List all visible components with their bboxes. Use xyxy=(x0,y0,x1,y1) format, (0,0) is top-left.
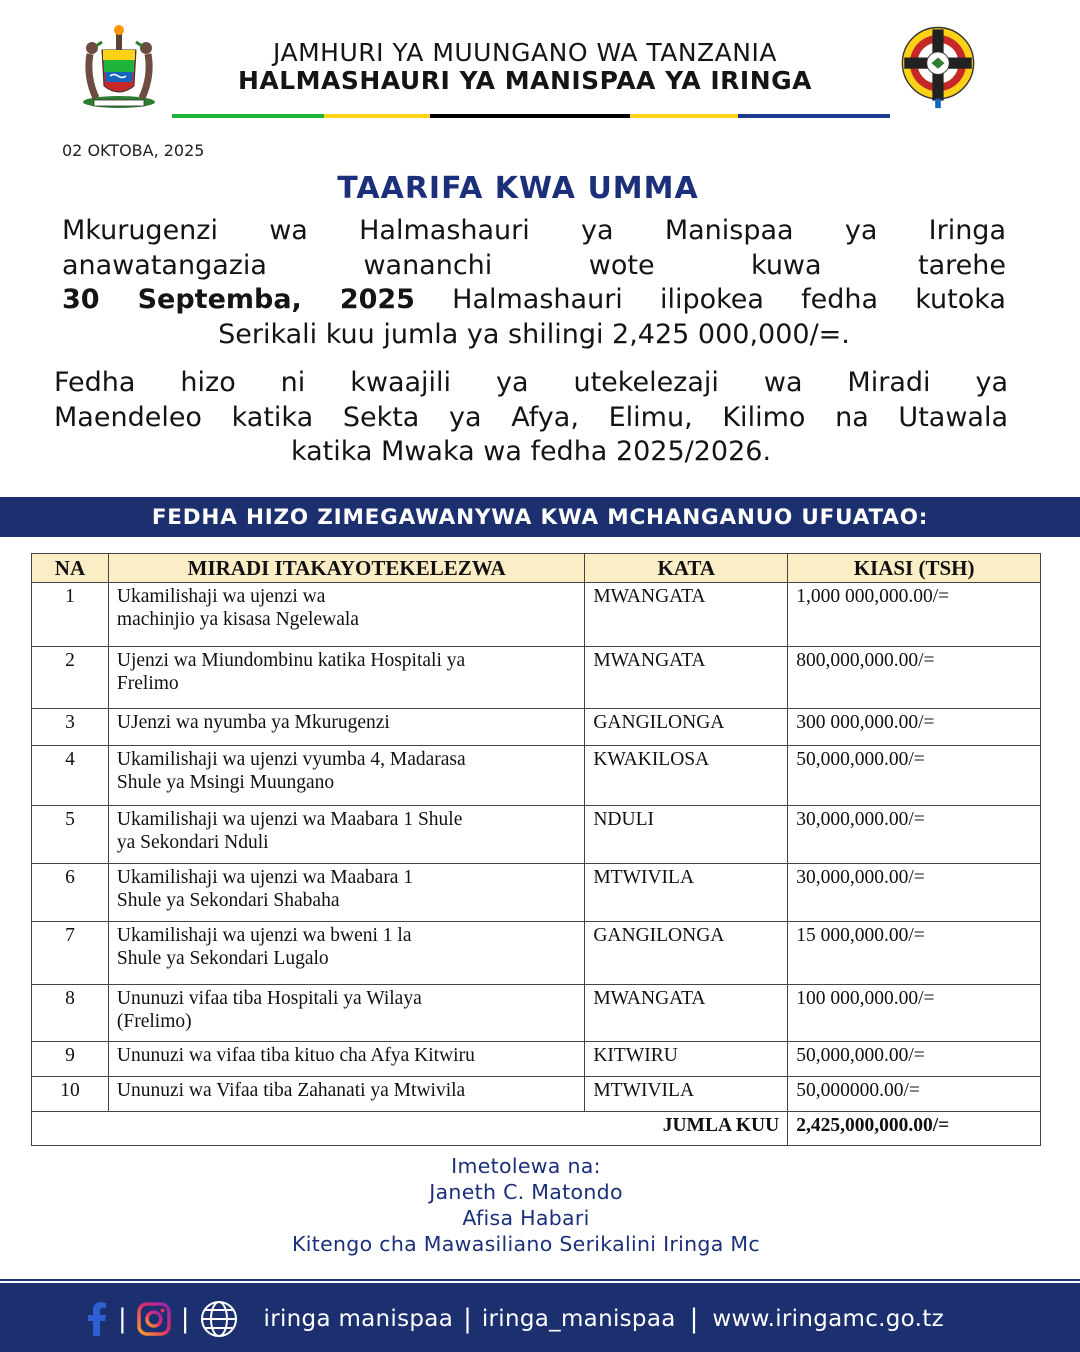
amount-cell: 50,000000.00/= xyxy=(788,1077,1041,1112)
header-council-name: HALMASHAURI YA MANISPAA YA IRINGA xyxy=(237,66,813,95)
announcement-date: 30 Septemba, 2025 xyxy=(62,284,415,315)
row-number: 7 xyxy=(32,922,109,985)
issued-by-label: Imetolewa na: xyxy=(451,1154,601,1178)
paragraph-text: Halmashauri ilipokea fedha kutoka xyxy=(452,284,1006,315)
table-total-row xyxy=(32,1112,1041,1146)
project-cell xyxy=(108,922,584,985)
allocation-table xyxy=(31,553,1041,1146)
amount-cell: 30,000,000.00/= xyxy=(788,806,1041,864)
project-text: machinjio ya kisasa Ngelewala xyxy=(116,609,359,630)
notice-title: TAARIFA KWA UMMA xyxy=(337,171,699,206)
table-row xyxy=(32,1042,1041,1077)
table-row xyxy=(32,864,1041,922)
social-links xyxy=(86,1285,944,1352)
officer-title: Afisa Habari xyxy=(462,1206,590,1230)
paragraph-line: Maendeleo katika Sekta ya Afya, Elimu, Kilimo na Utawala xyxy=(54,401,1008,433)
project-text: ya Sekondari Nduli xyxy=(116,832,269,853)
ward-cell: MWANGATA xyxy=(585,583,788,647)
ward-cell: MWANGATA xyxy=(585,647,788,709)
flag-segment xyxy=(324,114,430,118)
iringa-municipal-logo xyxy=(895,20,981,110)
facebook-handle[interactable]: iringa manispaa xyxy=(263,1305,454,1332)
project-text: Frelimo xyxy=(116,673,179,694)
facebook-icon[interactable] xyxy=(86,1302,108,1336)
row-number: 4 xyxy=(32,746,109,806)
table-header-row xyxy=(32,554,1041,583)
separator: | xyxy=(180,1303,190,1334)
project-text: Ukamilishaji wa ujenzi vyumba 4, Madarasa xyxy=(116,749,466,770)
footer-bar xyxy=(0,1283,1080,1352)
amount-cell: 50,000,000.00/= xyxy=(788,746,1041,806)
ward-cell: MTWIVILA xyxy=(585,1077,788,1112)
row-number: 9 xyxy=(32,1042,109,1077)
instagram-handle[interactable]: iringa_manispaa xyxy=(481,1305,676,1332)
ward-cell: NDULI xyxy=(585,806,788,864)
project-cell xyxy=(108,864,584,922)
row-number: 3 xyxy=(32,709,109,746)
project-text: Ukamilishaji wa ujenzi wa xyxy=(116,586,326,607)
amount-cell: 30,000,000.00/= xyxy=(788,864,1041,922)
project-cell xyxy=(108,1077,584,1112)
intro-paragraph xyxy=(62,214,1006,352)
header-ward: KATA xyxy=(585,554,788,583)
project-text: Ununuzi wa Vifaa tiba Zahanati ya Mtwivila xyxy=(116,1080,466,1101)
row-number: 10 xyxy=(32,1077,109,1112)
paragraph-line: Mkurugenzi wa Halmashauri ya Manispaa ya Iringa xyxy=(62,215,1006,246)
project-text: Shule ya Msingi Muungano xyxy=(116,772,335,793)
table-row xyxy=(32,1077,1041,1112)
project-text: Shule ya Sekondari Shabaha xyxy=(116,890,340,911)
project-text: Ununuzi vifaa tiba Hospitali ya Wilaya xyxy=(116,988,422,1009)
project-text: Ukamilishaji wa ujenzi wa bweni 1 la xyxy=(116,925,412,946)
row-number: 1 xyxy=(32,583,109,647)
amount-cell: 1,000 000,000.00/= xyxy=(788,583,1041,647)
project-cell xyxy=(108,647,584,709)
project-text: UJenzi wa nyumba ya Mkurugenzi xyxy=(116,712,390,733)
purpose-paragraph xyxy=(54,366,1008,470)
ward-cell: MTWIVILA xyxy=(585,864,788,922)
instagram-icon[interactable] xyxy=(137,1302,171,1336)
officer-name: Janeth C. Matondo xyxy=(429,1180,623,1204)
header-na: NA xyxy=(32,554,109,583)
flag-segment xyxy=(172,114,324,118)
project-text: Ukamilishaji wa ujenzi wa Maabara 1 Shule xyxy=(116,809,463,830)
project-cell xyxy=(108,806,584,864)
notice-date: 02 OKTOBA, 2025 xyxy=(62,141,205,160)
amount-cell: 15 000,000.00/= xyxy=(788,922,1041,985)
project-text: Ununuzi wa vifaa tiba kituo cha Afya Kitwiru xyxy=(116,1045,475,1066)
flag-segment xyxy=(630,114,738,118)
project-cell xyxy=(108,1042,584,1077)
ward-cell: GANGILONGA xyxy=(585,709,788,746)
row-number: 6 xyxy=(32,864,109,922)
amount-cell: 800,000,000.00/= xyxy=(788,647,1041,709)
flag-colors-line xyxy=(172,114,890,118)
ward-cell: MWANGATA xyxy=(585,985,788,1042)
separator: | xyxy=(118,1303,127,1334)
row-number: 8 xyxy=(32,985,109,1042)
table-row xyxy=(32,922,1041,985)
amount-cell: 100 000,000.00/= xyxy=(788,985,1041,1042)
table-row xyxy=(32,985,1041,1042)
separator: | xyxy=(463,1303,472,1334)
row-number: 5 xyxy=(32,806,109,864)
paragraph-line: katika Mwaka wa fedha 2025/2026. xyxy=(290,436,772,467)
officer-unit: Kitengo cha Mawasiliano Serikalini Iringa Mc xyxy=(292,1232,760,1256)
separator: | xyxy=(689,1303,699,1334)
project-text: Shule ya Sekondari Lugalo xyxy=(116,948,329,969)
website-link[interactable]: www.iringamc.go.tz xyxy=(712,1305,944,1332)
table-row xyxy=(32,647,1041,709)
total-label: JUMLA KUU xyxy=(32,1112,788,1146)
paragraph-line xyxy=(62,283,1006,318)
ward-cell: GANGILONGA xyxy=(585,922,788,985)
amount-cell: 50,000,000.00/= xyxy=(788,1042,1041,1077)
flag-segment xyxy=(430,114,630,118)
table-row xyxy=(32,746,1041,806)
footer-top-line xyxy=(0,1279,1080,1281)
paragraph-line: Serikali kuu jumla ya shilingi 2,425 000,000/=. xyxy=(218,318,850,350)
table-row xyxy=(32,709,1041,746)
globe-icon[interactable] xyxy=(200,1300,238,1338)
project-text: Ujenzi wa Miundombinu katika Hospitali ya xyxy=(116,650,466,671)
project-cell xyxy=(108,985,584,1042)
table-row xyxy=(32,583,1041,647)
project-text: (Frelimo) xyxy=(116,1011,192,1032)
project-text: Ukamilishaji wa ujenzi wa Maabara 1 xyxy=(116,867,414,888)
header-project: MIRADI ITAKAYOTEKELEZWA xyxy=(108,554,584,583)
total-value: 2,425,000,000.00/= xyxy=(788,1112,1041,1146)
signature-block xyxy=(0,1153,1052,1257)
project-cell xyxy=(108,709,584,746)
paragraph-line: anawatangazia wananchi wote kuwa tarehe xyxy=(62,249,1006,281)
project-cell xyxy=(108,746,584,806)
table-row xyxy=(32,806,1041,864)
project-cell xyxy=(108,583,584,647)
paragraph-line: Fedha hizo ni kwaajili ya utekelezaji wa Miradi ya xyxy=(54,367,1008,398)
row-number: 2 xyxy=(32,647,109,709)
header-country-name: JAMHURI YA MUUNGANO WA TANZANIA xyxy=(273,38,777,67)
ward-cell: KWAKILOSA xyxy=(585,746,788,806)
allocation-band-heading: FEDHA HIZO ZIMEGAWANYWA KWA MCHANGANUO UFUATAO: xyxy=(0,497,1080,537)
amount-cell: 300 000,000.00/= xyxy=(788,709,1041,746)
header-amount: KIASI (TSH) xyxy=(788,554,1041,583)
flag-segment xyxy=(738,114,890,118)
ward-cell: KITWIRU xyxy=(585,1042,788,1077)
